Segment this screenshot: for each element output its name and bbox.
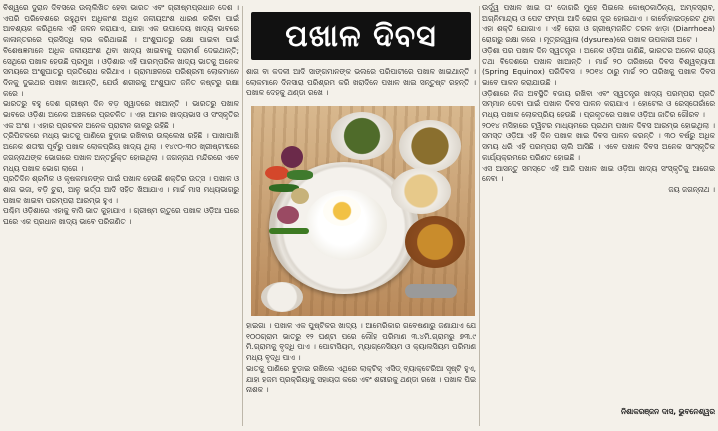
- tomato: [265, 166, 289, 180]
- saag-bowl: [331, 112, 393, 160]
- paragraph: ଓଡ଼ିଶା ପର ପଖାଳ ଦିନ ସ୍ୱତନ୍ତ୍ର । ଅନେକ ଓଡ଼ିଆ ଜାଣିଛି, ଭାରତର ଅନେକ ରାଜ୍ୟ ତଥା ବିଦେଶରେ ପଖାଳ ଖାଆନ୍ତି । ମାର୍ଚ୍ଚ ୨୦ ତାରିଖରେ ଦିବସ ବିଶ୍ୱବ୍ୟାପୀ (Spring Equinox) ପରିଦିବସ । ୨୦୧୪ ଠାରୁ ମାର୍ଚ୍ଚ ୨୦ ତାରିଖକୁ ପଖାଳ ଦିବସ ଭାବେ ପାଳନ କରାଯାଉଛି ।: [482, 45, 715, 87]
- onion: [277, 206, 299, 224]
- paragraph: ଭାରତରୁ ବହୁ ଦେଶ ଗ୍ରୀଷ୍ମ ଦିନ ବଡ଼ ସ୍ୱାଦରେ ଖାଆନ୍ତି । ଭାରତରୁ ପଖାଳ ଭାବରେ ଓଡ଼ିଶା ଅନେକ ଅଞ୍ଚଳରେ ପ୍ରଚଳିତ । ଏହା ଆମର ଖାଦ୍ୟଭାସ ଓ ସଂସ୍କୃତିର ଏକ ଅଂଶ । ଏହାର ପ୍ରଚଳନ ଅନେକ ପ୍ରାଚୀନ କାଳରୁ ରହିଛି ।: [3, 99, 239, 130]
- paragraph: ଜୟ ଜଗନ୍ନାଥ ।: [668, 184, 715, 194]
- paragraph: ତ୍ରିପିଟକରେ ମଧ୍ୟ ଭାତକୁ ପାଣିରେ ବୁଡ଼ାଇ ରଖିବାର ଉଲ୍ଲେଖ ରହିଛି । ପାଖାପାଖି ଅନେକ ଶତାବ୍ଦୀ ପୂର୍ବରୁ ପଖାଳ ଲୋକପ୍ରିୟ ଖାଦ୍ୟ ଥିଲା । ୧୪୯୦-୩୦ ଖ୍ରୀଷ୍ଟାବ୍ଦରେ ଜଗନ୍ନାଥଙ୍କ ଭୋଗରେ ପଖାଳ ଅନ୍ତର୍ଭୁକ୍ତ ହୋଇଥିଲା । ଜଗନ୍ନାଥ ମନ୍ଦିରରେ ଏବେ ମଧ୍ୟ ପଖାଳ ଭୋଗ ଲାଗେ ।: [3, 131, 239, 173]
- mid-bottom-text: [246, 321, 476, 427]
- brinjal: [281, 146, 303, 168]
- green-chili: [269, 228, 309, 234]
- paragraph: ପ୍ରତିଦିନ ଶ୍ରମିକ ଓ କୃଷକମାନଙ୍କ ପାଇଁ ପଖାଳ ହେଉଛି ଶକ୍ତିର ଉତ୍ସ । ପଖାଳ ଓ ଶାଗ ଭଜା, ବଡ଼ି ଚୁରା, ଆଳୁ ଭର୍ତ୍ତା ଆଦି ସହିତ ଖିଆଯାଏ । ମାର୍ଚ୍ଚ ମାସ ମଧ୍ୟଭାଗରୁ ପଖାଳ ଖାଇବା ପରମ୍ପରା ଆରମ୍ଭ ହୁଏ ।: [3, 174, 239, 205]
- spoon: [405, 284, 457, 298]
- pakhala-meal-photo: [251, 106, 475, 316]
- right-column: [482, 3, 715, 429]
- paragraph: ୨୦୧୪ ମସିହାରେ ଟ୍ୱିଟର ମାଧ୍ୟମରେ ପ୍ରଥମ ପଖାଳ ଦିବସ ଆରମ୍ଭ ହୋଇଥିଲା । ସମସ୍ତ ଓଡ଼ିଆ ଏହି ଦିନ ପଖାଳ ଖାଇ ଦିବସ ପାଳନ କରନ୍ତି । ୩୦ ବର୍ଷରୁ ଅଧିକ ସମୟ ଧରି ଏହି ପରମ୍ପରା ଚାଲି ଆସିଛି । ଏବେ ପଖାଳ ଦିବସ ଅନେକ ସାଂସ୍କୃତିକ କାର୍ଯ୍ୟକ୍ରମରେ ପରିଣତ ହୋଇଛି ।: [482, 120, 715, 162]
- paragraph: ଓଡ଼ିଶାରେ ନିଜ ଅବସ୍ଥିତି ବଜାୟ ରଖିବା ଏବଂ ସ୍ୱତନ୍ତ୍ର ଖାଦ୍ୟ ପରମ୍ପରା ପ୍ରତି ସମ୍ମାନ ଦେବା ପାଇଁ ପଖାଳ ଦିବସ ପାଳନ କରାଯାଏ । ହୋଟେଲ ଓ ରେସ୍ତୋରାଁରେ ମଧ୍ୟ ପଖାଳ ଲୋକପ୍ରିୟ ହେଉଛି । ପ୍ରକୃତରେ ପଖାଳ ଓଡ଼ିଆ ଜାତିର ଗୌରବ ।: [482, 88, 715, 120]
- badi-chura-bowl: [399, 120, 461, 172]
- author-signature: ନିଶାକରଞ୍ଜନ ଦାସ, ଭୁବନେଶ୍ୱର: [620, 407, 715, 416]
- paragraph: ହାଇଗା । ପଖାଳ ଏକ ପୁଷ୍ଟିକର ଖାଦ୍ୟ । ଆମେରିକାର ଗବେଷଣାରୁ ଜଣାଯାଏ ଯେ ୧୦୦ଗ୍ରାମ ଭାତରୁ ୧୨ ଘଣ୍ଟା ପରେ ଲୌହ ପରିମାଣ ୩.୪ମି.ଗ୍ରାମରୁ ୭୩.୯ ମି.ଗ୍ରାମକୁ ବୃଦ୍ଧି ପାଏ । ପୋଟାସିୟମ, ମ୍ୟାଗ୍ନେସିୟମ ଓ କ୍ୟାଲସିୟମ ପରିମାଣ ମଧ୍ୟ ବୃଦ୍ଧି ପାଏ ।: [246, 321, 476, 363]
- paragraph: ବିଶ୍ୱରେ ଦୁରାନ ଦିବସରେ ଉଲ୍ଲିଖିତ ହେବା ଭାରତ ଏବଂ ଗ୍ରୀଷ୍ମପ୍ରଧାନ ଦେଶ । ଏପରି ପରିବେଶରେ ରହୁଥିବା ଅଧିକାଂଶ ଅଧିକ ଜଳୀୟଅଂଶ ଧାରଣ କରିବା ପାଇଁ ଆବଶ୍ୟକ କରିଥିଲେ ଏହି ଜଳନ କରାଯାଏ, ଯାହା ଏକ ଉପାଦେୟ ଖାଦ୍ୟ ଭାବରେ କାଳାନ୍ତରରେ ପ୍ରସିଦ୍ଧି ଲାଭ କରିଥାଇଛି । ଅଂଶୁଘାତରୁ ରକ୍ଷା ପାଇବା ପାଇଁ ବିଶେଷଜ୍ଞମାନେ ଅଧିକ ଜଳୀୟଅଂଶ ଥିବା ଖାଦ୍ୟ ଖାଇବାକୁ ପରାମର୍ଶ ଦେଇଥାନ୍ତି; ସେଥିରେ ପଖାଳ ହେଉଛି ପ୍ରମୁଖ । ଓଡ଼ିଶାର ଏହି ପାରମ୍ପରିକ ଖାଦ୍ୟ ଭାତକୁ ଅନେକ ସମୟରେ ଅଂଶୁଘାତରୁ ପ୍ରତିରୋଧ କରିଥାଏ । ଗ୍ରାମାଞ୍ଚଳରେ ପରିଶ୍ରମୀ ଲୋକମାନେ ଦିନକୁ ଦୁଇଥର ପଖାଳ ଖାଆନ୍ତି, ଯେଉଁ ଶରୀରକୁ ଅଂଶୁଘାତ ଜନିତ କଷ୍ଟରୁ ରକ୍ଷା କରେ ।: [3, 3, 239, 98]
- potato: [291, 188, 309, 204]
- green-chili: [287, 170, 313, 180]
- paragraph: ଉର୍ଦ୍ଧ୍ୱ ପଖାଳ ଖାଇ ତା' ଦୋଗରି ମୁହେ ପିଇଲେ କୋଷ୍ଠକାଠିନ୍ୟ, ଅମ୍ଳସ୍ରାବ, ଅଗ୍ନିମାନ୍ଦ୍ୟ ଓ ପେଟ ଫମ୍ପା ଆଦି ରୋଗ ଦୂର ହୋଇଥାଏ । କାର୍ବୋହାଇଡ୍ରେଟ ଥିବା ଏହା ଶକ୍ତି ଯୋଗାଏ । ଏହି ରୋଗ ଓ ଗ୍ରୀଷ୍ମଜନିତ ତରଳ ଝାଡ଼ା (Diarrhoea) ରୋଗରୁ ରକ୍ଷା କରେ । ମୂତ୍ରଜ୍ୱାଳା (dysurea)ରେ ପଖାଳ ଉପକାରୀ ଅଟେ ।: [482, 3, 715, 45]
- paragraph: ଏସ ଆସନ୍ତୁ ସମସ୍ତେ ଏହି ଆଜି ପଖାଳ ଖାଇ ଓଡ଼ିଆ ଖାଦ୍ୟ ସଂସ୍କୃତିକୁ ଆଗେଇ ନେବା ।: [482, 163, 715, 184]
- column-divider: [479, 6, 480, 426]
- curd-cup: [261, 282, 303, 312]
- curry-bowl: [405, 216, 465, 268]
- headline: ପଖାଳ ଦିବସ: [251, 12, 471, 60]
- paragraph: ପଶ୍ଚିମ ଓଡ଼ିଶାରେ ଏହାକୁ ବାସି ଭାତ କୁହାଯାଏ । ଗ୍ରୀଷ୍ମ ଋତୁରେ ପଖାଳ ଓଡ଼ିଆ ଘରେ ଘରେ ଏକ ପ୍ରଧାନ ଖାଦ୍ୟ ଭାବେ ପରିଗଣିତ ।: [3, 206, 239, 227]
- column-divider: [242, 6, 243, 426]
- mid-top-text: ଶାଗ ବା କଦଳୀ ଆଦି ସାଙ୍ଗମାନଙ୍କ ଭଲରେ ପରିପାଟୀରେ ପଖାଳ ଖାଇଥାନ୍ତି । ଲୋକମାନେ ଦିନସାରା ପରିଶ୍ରମ କରି ଖରାଦିନେ ପଖାଳ ଖାଇ ସନ୍ତୁଷ୍ଟ ରହନ୍ତି । ପଖାଳ ଦେହକୁ ଥଣ୍ଡା ରଖେ ।: [246, 67, 476, 98]
- left-column: [3, 3, 239, 429]
- paragraph: ଭାତକୁ ପାଣିରେ ବୁଡ଼ାଇ ରଖିଲେ ଏଥିରେ ଲାକ୍ଟିକ୍ ଏସିଡ୍ ବ୍ୟାକ୍ଟେରିଆ ସୃଷ୍ଟି ହୁଏ, ଯାହା ହଜମ ପ୍ରକ୍ରିୟାକୁ ସହାୟତା କରେ ଏବଂ ଶରୀରକୁ ଥଣ୍ଡା ରଖେ । ପଖାଳ ପିଇ ନାଶକ ।: [246, 363, 476, 395]
- side-dish-bowl: [391, 168, 451, 214]
- fried-egg: [323, 196, 361, 226]
